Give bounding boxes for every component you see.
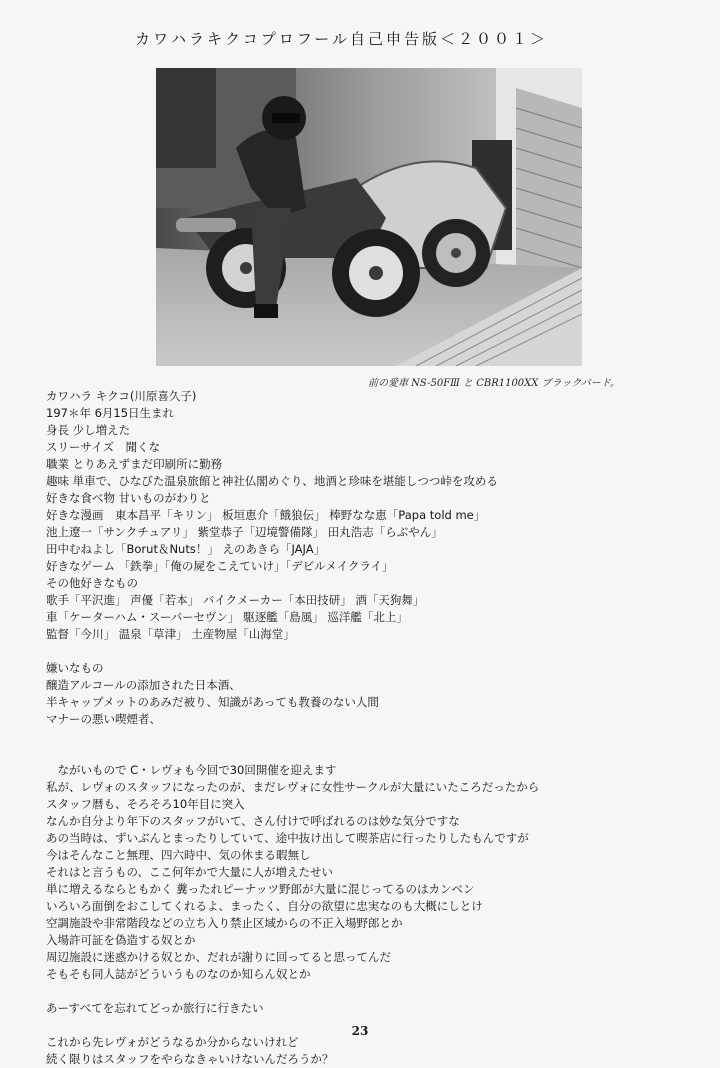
profile-line: その他好きなもの [46,576,138,590]
closing-line: 続く限りはスタッフをやらなきゃいけないんだろうか？ [46,1052,334,1066]
essay-line: ながいもので C・レヴォも今回で30回開催を迎えます [46,763,337,777]
profile-line: 身長 少し増えた [46,423,131,437]
closing-section [46,1034,686,1068]
essay-line: あの当時は、ずいぶんとまったりしていて、途中抜け出して喫茶店に行ったりしたもんですが [46,831,529,845]
dislikes-line: マナーの悪い喫煙者、 [46,712,161,726]
essay-line: スタッフ暦も、そろそろ10年目に突入 [46,797,245,811]
essay-line: いろいろ面倒をおこしてくれるよ、まったく、自分の欲望に忠実なのも大概にしとけ [46,899,483,913]
profile-line: 歌手「平沢進」 声優「若本」 バイクメーカー「本田技研」 酒「天狗舞」 [46,593,425,607]
page-title: カワハラキクコプロフール自己申告版＜２００１＞ [135,30,548,48]
profile-line: 好きな漫画 東本昌平「キリン」 板垣恵介「餓狼伝」 棒野なな恵「Papa told me」 [46,508,486,522]
profile-line: カワハラ キクコ(川原喜久子) [46,389,197,403]
profile-line: 監督「今川」 温泉「草津」 土産物屋「山海堂」 [46,627,295,641]
photo-caption: 前の愛車 NS-50FⅢ と CBR1100XX ブラックバード。 [368,378,620,389]
essay-section [46,762,686,983]
profile-line: 趣味 単車で、ひなびた温泉旅館と神社仏閣めぐり、地酒と珍味を堪能しつつ峠を攻める [46,474,498,488]
dislikes-section [46,660,686,728]
essay-line: 今はそんなこと無理、四六時中、気の休まる暇無し [46,848,311,862]
essay-line: 私が、レヴォのスタッフになったのが、まだレヴォに女性サークルが大量にいたころだったから [46,780,540,794]
profile-line: 車「ケーターハム・スーパーセヴン」 駆逐艦「島風」 巡洋艦「北上」 [46,610,408,624]
profile-line: 好きなゲーム 「鉄拳」「俺の屍をこえていけ」「デビルメイクライ」 [46,559,394,573]
profile-line: 好きな食べ物 甘いものがわりと [46,491,211,505]
profile-line: 田中むねよし「Borut＆Nuts！」 えのあきら「JAJA」 [46,542,326,556]
profile-line: スリーサイズ 聞くな [46,440,161,454]
essay-line: それはと言うもの、ここ何年かで大量に人が増えたせい [46,865,334,879]
essay-line: 空調施設や非常階段などの立ち入り禁止区域からの不正入場野郎とか [46,916,403,930]
essay-line: 入場許可証を偽造する奴とか [46,933,196,947]
essay-line: 単に増えるならともかく 糞ったれピーナッツ野郎が大量に混じってるのはカンベン [46,882,475,896]
essay-line: そもそも同人誌がどういうものなのか知らん奴とか [46,967,311,981]
profile-line: 197＊年 6月15日生まれ [46,406,175,420]
essay-line: なんか自分より年下のスタッフがいて、さん付けで呼ばれるのは妙な気分ですな [46,814,460,828]
essay-line: 周辺施設に迷惑かける奴とか、だれが謝りに回ってると思ってんだ [46,950,391,964]
motorcycle-photo [156,68,582,366]
profile-section [46,388,686,643]
dislikes-line: 嫌いなもの [46,661,104,675]
body-text [46,388,686,1068]
travel-line: あーすべてを忘れてどっか旅行に行きたい [46,1001,264,1015]
profile-line: 池上遼一「サンクチュアリ」 紫堂恭子「辺境警備隊」 田丸浩志「らぶやん」 [46,525,443,539]
closing-line: これから先レヴォがどうなるか分からないけれど [46,1035,299,1049]
dislikes-line: 醸造アルコールの添加された日本酒、 [46,678,241,692]
dislikes-line: 半キャップメットのあみだ被り、知識があっても教養のない人間 [46,695,379,709]
profile-line: 職業 とりあえずまだ印刷所に勤務 [46,457,223,471]
page-number: 23 [351,1024,369,1038]
